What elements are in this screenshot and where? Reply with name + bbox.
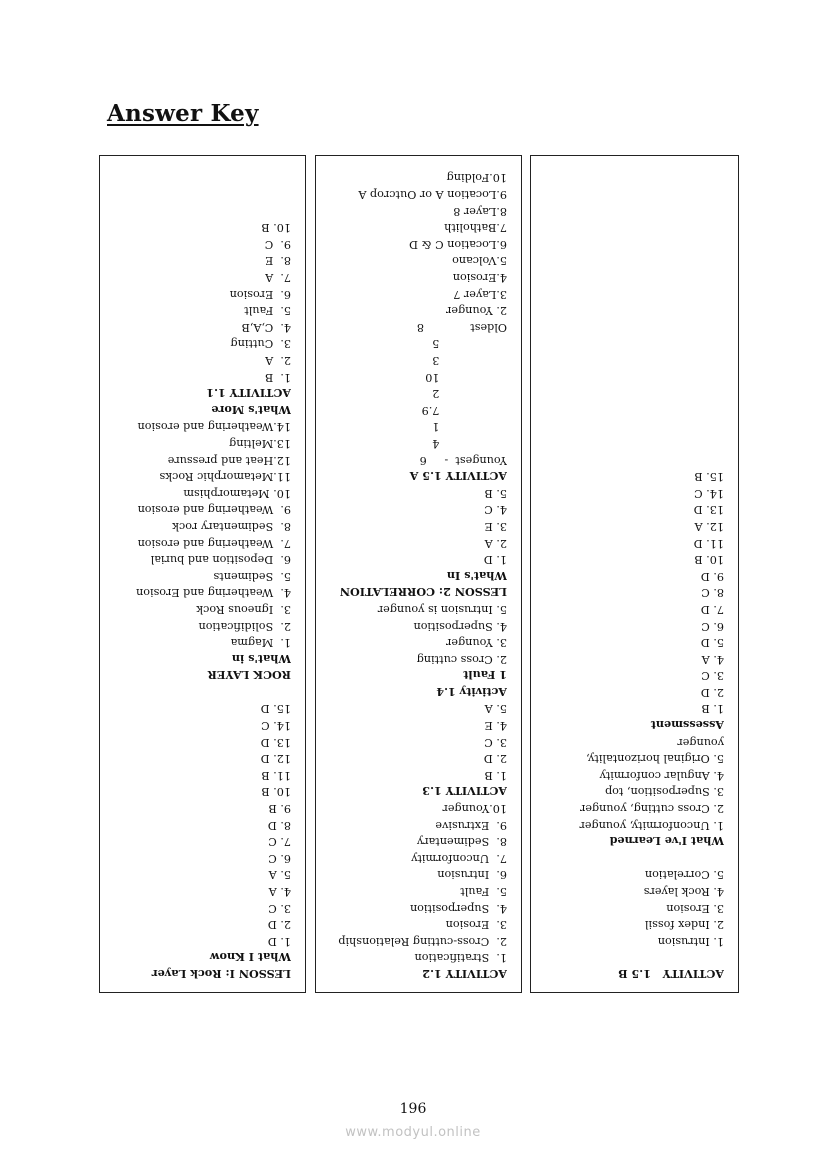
answer-line: 1. Intrusion [657,934,724,948]
answer-line: 3. Erosion [666,901,724,915]
answer-line: 2. Solidification [198,619,291,633]
answer-line: 14.Weathering and erosion [137,420,291,434]
answer-column-activities [315,155,522,993]
answer-line: 13. D [693,503,724,517]
answer-line: 2. Cross cutting [416,652,507,666]
answer-line: 10. B [261,785,291,799]
answer-line: 1. Stratification [414,951,507,965]
answer-line: 9.Location A or Outcrop A [358,188,507,202]
answer-line: 4. E [484,719,507,733]
answer-line [541,849,724,866]
answer-line: 5. A [484,702,507,716]
answer-line: 11. D [693,536,724,550]
section-heading: 1 Fault [463,668,507,683]
answer-line: 1. Magma [230,636,291,650]
answer-line: 11.Metamorphic Rocks [159,470,291,484]
answer-line: 5. D [700,636,724,650]
answer-line [110,683,291,700]
section-heading: LESSON 2: CORRELATION [339,585,507,600]
answer-line: Oldest 8 [416,320,507,334]
answer-line: 9. Extrusive [435,818,507,832]
answer-line: 9. D [700,569,724,583]
section-heading: ACTIVITY 1.5 B [618,967,724,981]
answer-line: 2. D [700,685,724,699]
answer-line: 8. Sedimentary [416,835,507,849]
answer-line: 12. A [694,519,724,533]
answer-line: 3. Erosion [445,918,507,932]
answer-line: 6. Deposition and burial [150,553,291,567]
answer-line: 5. Sediments [213,569,291,583]
answer-line: 5. A [268,868,291,882]
watermark: www.modyul.online [345,1125,481,1140]
answer-line: 13. D [260,735,291,749]
answer-line: 10. Metamorphism [183,486,291,500]
answer-line: 5. Fault [244,304,291,318]
answer-line: 3 [432,354,507,368]
answer-line: 1 [432,420,507,434]
answer-line: 4 [432,437,507,450]
section-heading: What I Know [209,950,291,965]
answer-line: 4. C [484,503,507,517]
section-heading: Assessment [650,718,724,733]
answer-line: 9. Weathering and erosion [137,503,291,517]
answer-line: 8.Layer 8 [453,204,507,218]
answer-line: 1. D [267,934,291,948]
answer-line: 8. D [267,818,291,832]
answer-line: 5. Intrusion is younger [377,602,507,616]
answer-line: 10.Younger [442,802,507,816]
answer-line: 6. C [701,619,724,633]
answer-line: 3. E [484,519,507,533]
answer-line: 2. D [483,752,507,766]
answer-line: 12. D [260,752,291,766]
answer-line: 6. Intrusion [437,868,507,882]
rotated-content [100,156,305,992]
answer-line: 1. D [483,553,507,567]
answer-line: 5. Original horizontality, [586,752,724,766]
answer-line: 7. Weathering and erosion [137,536,291,550]
answer-line: 2. Cross-cutting Relationship [338,934,507,948]
answer-line: 2. Younger [446,304,507,318]
answer-line: 8. E [265,254,291,268]
answer-line: 4. C,A,B [241,320,291,334]
answer-line: 7. C [268,835,291,849]
section-heading: ROCK LAYER [207,668,291,683]
answer-line: 5. B [484,486,507,500]
answer-line: 5 [432,337,507,351]
answer-line: 10 [425,370,507,384]
page-title: Answer Key [107,100,259,127]
answer-line: 1. B [264,370,291,384]
answer-line: 3.Layer 7 [453,287,507,301]
section-heading: ACTIVITY 1.5 A [409,469,507,484]
answer-line: 2. A [484,536,507,550]
answer-line: 14. C [261,719,291,733]
answer-line: 15. B [694,470,724,484]
answer-line: 3. C [701,669,724,683]
answer-line: 5. Fault [460,885,507,899]
section-heading: What's More [211,402,291,417]
answer-line: 9. C [264,237,291,251]
section-heading: What's In [446,568,507,583]
answer-line: 11. B [261,768,291,782]
answer-line: 4. Rock layers [643,885,724,899]
answer-line: 10. B [694,553,724,567]
answer-line: 7.Batholith [444,221,507,235]
answer-line: 14. C [694,486,724,500]
answer-line: 10.Folding [446,171,507,185]
answer-line: younger [677,735,724,749]
answer-line: 7. D [700,602,724,616]
answer-line: Youngest - 6 [419,453,507,467]
section-heading: ACTIVITY 1.3 [422,784,507,799]
answer-line: 2. D [267,918,291,932]
section-heading: ACTIVITY 1.2 [422,967,507,981]
answer-line: 9. B [268,802,291,816]
answer-line: 4. Weathering and Erosion [136,586,291,600]
answer-line: 4. Superposition [409,901,507,915]
answer-line: 1. Unconformity, younger [579,818,724,832]
section-heading: Activity 1.4 [436,684,507,699]
answer-line: 7.9 [421,403,507,417]
answer-line: 8. C [701,586,724,600]
answer-line: 3. Cutting [230,337,291,351]
answer-line: 7. A [265,271,291,285]
answer-line: 1. B [484,768,507,782]
answer-line: 1. B [701,702,724,716]
answer-line: 4. A [268,885,291,899]
answer-line: 2. Index fossil [644,918,724,932]
answer-line: 3. Superposition, top [605,785,724,799]
answer-line: 6. C [268,851,291,865]
answer-line: 10. B [261,221,291,235]
section-heading: What's in [231,651,291,666]
answer-line: 6. Erosion [229,287,291,301]
answer-line: 4. Superposition [413,619,507,633]
answer-line: 4. Angular conformity [599,768,724,782]
answer-line [541,949,724,966]
answer-line: 5.Volcano [452,254,507,268]
answer-line: 4.Erosion [452,271,507,285]
answer-column-assessment [530,155,739,993]
answer-line: 7. Unconformity [411,851,507,865]
rotated-content [531,156,738,992]
section-heading: What I've Learned [609,834,724,849]
answer-line: 2 [432,387,507,401]
answer-line: 15. D [260,702,291,716]
rotated-content [316,156,521,992]
answer-line: 4. A [701,652,724,666]
answer-line: 3. Igneous Rock [196,602,291,616]
answer-line: 3. C [484,735,507,749]
answer-line: 13.Melting [229,437,291,450]
answer-line: 8. Sedimentary rock [172,519,291,533]
answer-line: 5. Correlation [644,868,724,882]
answer-line: 12.Heat and pressure [167,453,291,467]
answer-line: 2. A [265,354,291,368]
answer-column-lesson-1 [99,155,306,993]
section-heading: ACTIVITY 1.1 [206,386,291,401]
page-number: 196 [399,1101,427,1117]
answer-line: 6.Location C & D [409,237,507,251]
answer-line: 3. C [268,901,291,915]
section-heading: LESSON I: Rock Layer [151,967,291,981]
answer-line: 3. Younger [446,636,507,650]
answer-line: 2. Cross cutting, younger [579,802,724,816]
